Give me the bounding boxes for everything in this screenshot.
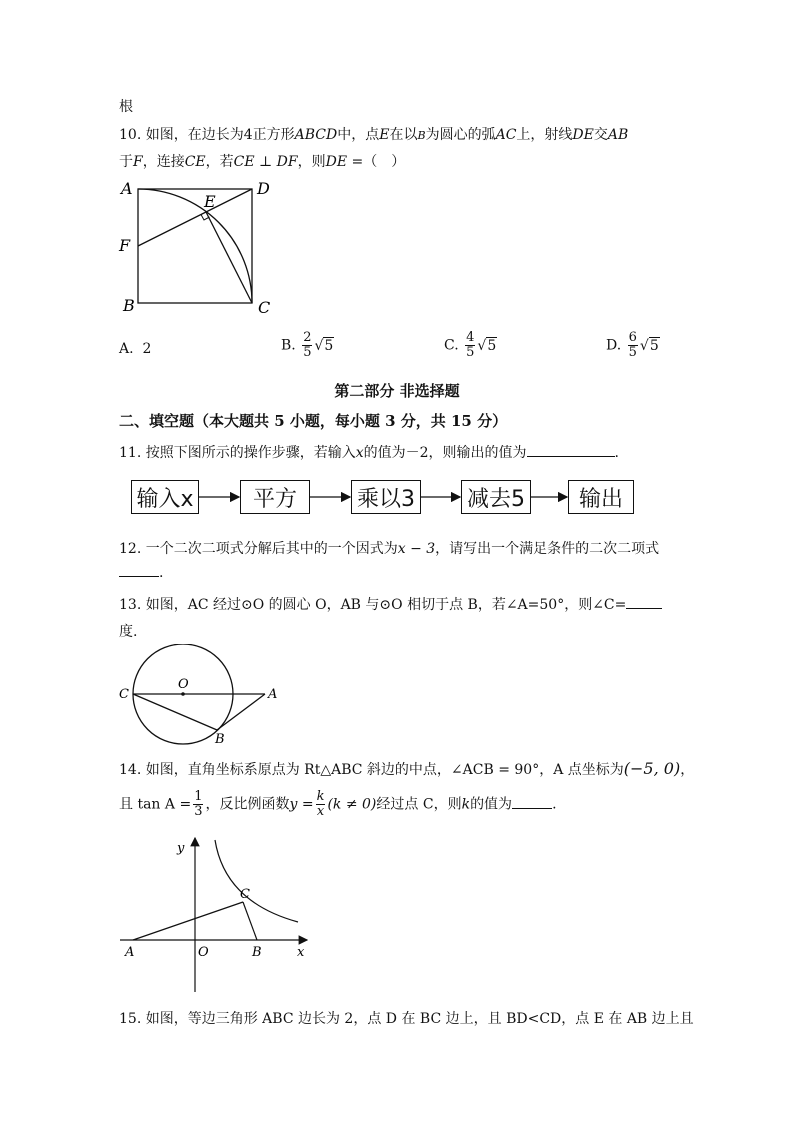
label-c: C	[119, 687, 129, 702]
q14-line1: 14. 如图，直角坐标系原点为 Rt△ABC 斜边的中点，∠ACB = 90°，A 点坐标为(−5, 0)，	[119, 759, 695, 778]
label-c: C	[258, 298, 271, 317]
q12-text: 12. 一个二次二项式分解后其中的一个因式为x − 3，请写出一个满足条件的二次二项式	[119, 541, 660, 557]
q10-option-d: D. $\frac{6}{5}$ √5	[606, 330, 659, 360]
square-abcd	[138, 189, 252, 303]
label-a: A	[125, 945, 135, 960]
segment-cb	[243, 902, 257, 940]
segment-ba	[217, 694, 265, 730]
label-a: A	[268, 687, 278, 702]
q10-option-a: A. 2	[119, 341, 152, 357]
center-dot	[181, 692, 185, 696]
label-b: B	[252, 945, 262, 960]
segment-ce	[206, 212, 252, 303]
q13-figure	[113, 644, 285, 746]
flow-box-output: 输出	[568, 480, 634, 514]
flow-box-square: 平方	[240, 480, 310, 514]
label-b: B	[215, 732, 225, 746]
q10-line1: 10. 如图，在边长为4正方形ABCD中，点E在以B为圆心的弧AC上，射线DE交AB	[119, 127, 629, 143]
part2-title: 第二部分 非选择题	[334, 382, 460, 400]
flow-box-times-3: 乘以3	[351, 480, 421, 514]
page-fragment: 根	[119, 99, 133, 115]
q14-line2: 且 tan A = $\frac{1}{3}$ ，反比例函数y = $\frac{k}{x}$ (k ≠ 0)经过点 C，则k的值为 .	[119, 789, 557, 819]
label-o: O	[198, 945, 209, 960]
q15-text: 15. 如图，等边三角形 ABC 边长为 2，点 D 在 BC 边上，且 BD<CD，点 E 在 AB 边上且	[119, 1011, 694, 1027]
flow-arrows	[199, 490, 569, 504]
flow-box-input: 输入x	[131, 480, 199, 514]
label-a: A	[121, 179, 133, 198]
label-c: C	[240, 887, 250, 902]
label-x: x	[297, 945, 305, 960]
q12-answer-line: .	[119, 565, 163, 581]
section2-title: 二、填空题（本大题共 5 小题，每小题 3 分，共 15 分）	[119, 412, 508, 430]
q10-option-b: B. $\frac{2}{5}$ √5	[281, 330, 334, 360]
flow-box-minus-5: 减去5	[461, 480, 531, 514]
q10-line2: 于F，连接CE，若CE ⊥ DF，则DE =（ ）	[119, 154, 406, 170]
label-f: F	[119, 236, 131, 255]
segment-ac	[133, 902, 243, 940]
label-d: D	[257, 179, 270, 198]
q13-text: 13. 如图，AC 经过⊙O 的圆心 O，AB 与⊙O 相切于点 B，若∠A=50°，则∠C=	[119, 594, 662, 614]
q13-line2: 度.	[119, 624, 138, 640]
hyperbola-curve	[215, 840, 298, 922]
label-y: y	[177, 841, 185, 856]
ray-de	[138, 189, 252, 246]
label-b: B	[123, 296, 135, 315]
q10-figure	[115, 176, 285, 318]
q10-option-c: C. $\frac{4}{5}$ √5	[444, 330, 497, 360]
segment-cb	[133, 694, 217, 730]
label-e: E	[204, 192, 216, 211]
label-o: O	[178, 677, 189, 692]
arc-ac	[138, 189, 252, 303]
q11-text: 11. 按照下图所示的操作步骤，若输入x的值为－2，则输出的值为 .	[119, 445, 619, 461]
q14-figure	[115, 832, 315, 992]
